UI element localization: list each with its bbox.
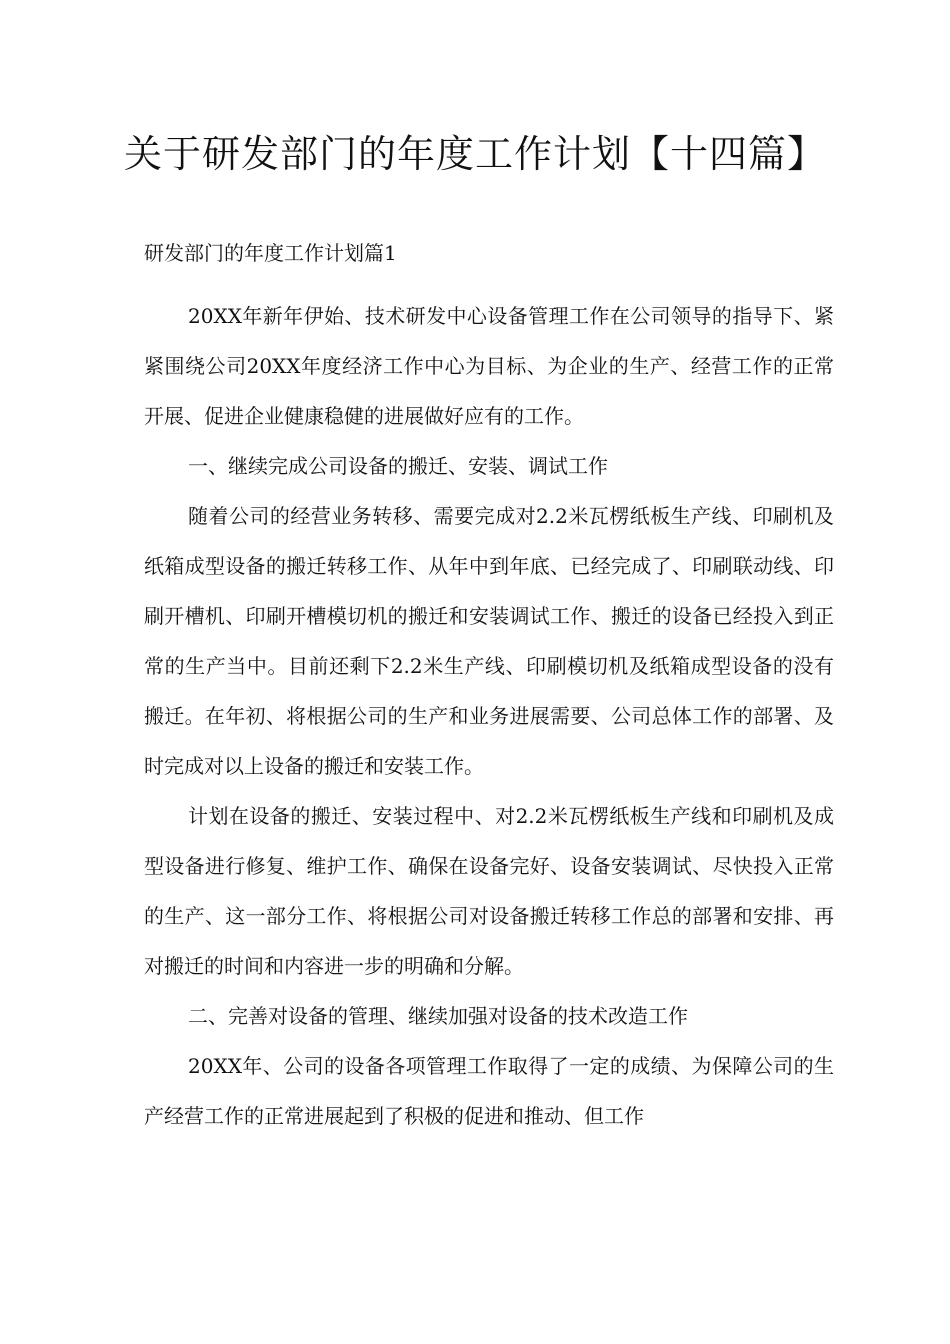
document-title: 关于研发部门的年度工作计划【十四篇】 [123, 132, 826, 176]
section-heading-1: 一、继续完成公司设备的搬迁、安装、调试工作 [188, 454, 608, 478]
section-subtitle: 研发部门的年度工作计划篇1 [144, 241, 397, 265]
document-body [144, 235, 834, 1141]
section-heading-2: 二、完善对设备的管理、继续加强对设备的技术改造工作 [188, 1004, 688, 1028]
paragraph-intro: 20XX年新年伊始、技术研发中心设备管理工作在公司领导的指导下、紧紧围绕公司20XX年度经济工作中心为目标、为企业的生产、经营工作的正常开展、促进企业健康稳健的进展做好应有的工作。 [144, 304, 834, 428]
paragraph-relocation: 随着公司的经营业务转移、需要完成对2.2米瓦楞纸板生产线、印刷机及纸箱成型设备的搬迁转移工作、从年中到年底、已经完成了、印刷联动线、印刷开槽机、印刷开槽模切机的搬迁和安装调试工作、搬迁的设备已经投入到正常的生产当中。目前还剩下2.2米生产线、印刷模切机及纸箱成型设备的没有搬迁。在年初、将根据公司的生产和业务进展需要、公司总体工作的部署、及时完成对以上设备的搬迁和安装工作。 [144, 504, 834, 778]
paragraph-plan: 计划在设备的搬迁、安装过程中、对2.2米瓦楞纸板生产线和印刷机及成型设备进行修复、维护工作、确保在设备完好、设备安装调试、尽快投入正常的生产、这一部分工作、将根据公司对设备搬迁转移工作总的部署和安排、再对搬迁的时间和内容进一步的明确和分解。 [144, 804, 834, 978]
paragraph-management: 20XX年、公司的设备各项管理工作取得了一定的成绩、为保障公司的生产经营工作的正常进展起到了积极的促进和推动、但工作 [144, 1054, 834, 1128]
